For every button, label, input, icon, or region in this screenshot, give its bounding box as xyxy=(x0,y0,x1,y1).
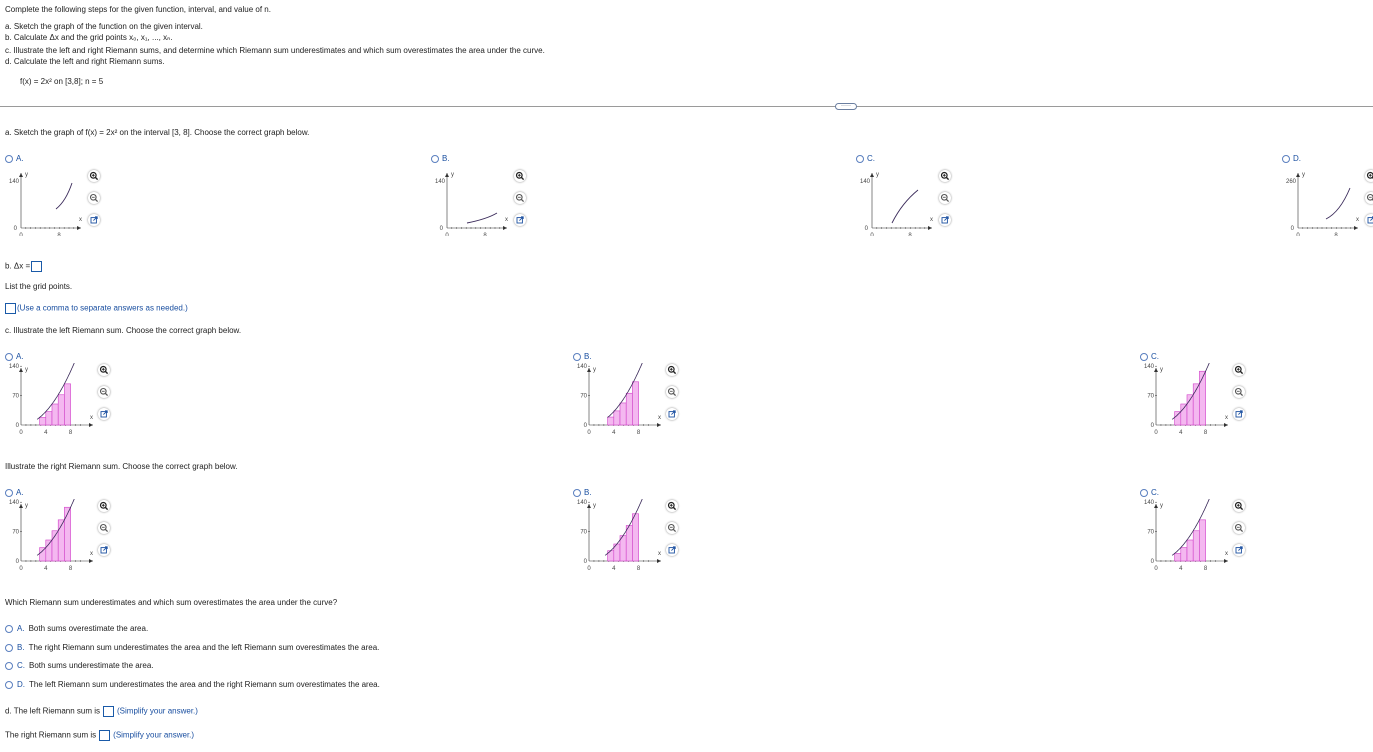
right-sum-row xyxy=(5,730,194,741)
left-riemann-b-x-axis-label: x xyxy=(658,415,661,421)
part-a-c-radio[interactable] xyxy=(856,155,864,163)
right-riemann-a-option[interactable] xyxy=(5,488,24,497)
right-sum-input[interactable] xyxy=(99,730,110,741)
left-riemann-c-x-axis-label: x xyxy=(1225,415,1228,421)
part-a-a-ymax-label: 140 xyxy=(8,179,19,185)
part-a-a-y-axis-label: y xyxy=(25,172,28,178)
right-riemann-a-ymax-label: 140 xyxy=(8,500,19,507)
part-a-a-popout-icon[interactable] xyxy=(88,214,100,226)
part-a-d-x8-label: 8 xyxy=(1334,233,1338,236)
right-riemann-a-x0-label: 0 xyxy=(19,566,23,572)
part-a-a-radio[interactable] xyxy=(5,155,13,163)
part-a-c-label: C. xyxy=(867,154,875,163)
left-riemann-a-graph xyxy=(5,363,100,443)
answer-a-radio[interactable] xyxy=(5,625,13,633)
left-riemann-b-x8-label: 8 xyxy=(636,430,641,436)
right-riemann-b-ymax-label: 140 xyxy=(576,500,587,507)
right-riemann-b-option[interactable] xyxy=(573,488,592,497)
left-riemann-c-label: C. xyxy=(1151,352,1159,361)
left-riemann-a-radio[interactable] xyxy=(5,353,13,361)
answer-b-radio[interactable] xyxy=(5,644,13,652)
right-riemann-b-x8-label: 8 xyxy=(636,566,641,572)
left-riemann-a-x-axis-label: x xyxy=(90,415,93,421)
riemann-question: Which Riemann sum underestimates and which sum overestimates the area under the curve? xyxy=(5,598,338,607)
part-a-a-origin-label: 0 xyxy=(13,226,17,232)
part-a-a-option[interactable] xyxy=(5,154,24,163)
part-a-c-origin-label: 0 xyxy=(864,226,868,232)
right-riemann-c-origin-label: 0 xyxy=(1150,559,1154,565)
left-riemann-prompt: c. Illustrate the left Riemann sum. Choose the correct graph below. xyxy=(5,326,242,335)
right-riemann-a-zoom-in-icon[interactable] xyxy=(98,500,110,512)
right-riemann-a-ymid-label: 70 xyxy=(12,529,19,536)
right-riemann-b-zoom-out-icon[interactable] xyxy=(666,522,678,534)
part-a-d-origin-label: 0 xyxy=(1290,226,1294,232)
answer-b-label: B. xyxy=(17,643,25,652)
part-a-c-zoom-in-icon[interactable] xyxy=(939,170,951,182)
left-riemann-b-option[interactable] xyxy=(573,352,592,361)
left-riemann-c-x8-label: 8 xyxy=(1203,430,1208,436)
right-riemann-c-bar xyxy=(1181,548,1187,561)
part-a-c-graph xyxy=(856,168,938,236)
right-riemann-b-bar xyxy=(626,526,632,561)
right-riemann-a-x8-label: 8 xyxy=(68,566,73,572)
part-a-c-zoom-out-icon[interactable] xyxy=(939,192,951,204)
left-riemann-a-popout-icon[interactable] xyxy=(98,408,110,420)
left-riemann-a-bar xyxy=(52,404,58,425)
right-riemann-a-graph xyxy=(5,499,100,579)
answer-d-radio[interactable] xyxy=(5,681,13,689)
right-sum-hint: (Simplify your answer.) xyxy=(113,730,195,740)
part-a-b-x0-label: 0 xyxy=(445,233,449,236)
right-riemann-a-zoom-out-icon[interactable] xyxy=(98,522,110,534)
answer-option-c[interactable] xyxy=(5,661,154,670)
part-a-prompt: a. Sketch the graph of f(x) = 2x² on the interval [3, 8]. Choose the correct graph below. xyxy=(5,128,310,137)
right-riemann-a-bar xyxy=(40,548,46,561)
part-a-b-ymax-label: 140 xyxy=(434,179,445,185)
part-a-c-ymax-label: 140 xyxy=(859,179,870,185)
section-divider xyxy=(0,106,1373,107)
left-riemann-a-x0-label: 0 xyxy=(19,430,23,436)
part-a-d-curve xyxy=(1326,188,1350,219)
answer-d-text: The left Riemann sum underestimates the area and the right Riemann sum overestimates the area. xyxy=(29,680,380,689)
right-riemann-c-zoom-in-icon[interactable] xyxy=(1233,500,1245,512)
part-a-a-zoom-in-icon[interactable] xyxy=(88,170,100,182)
left-riemann-c-bar xyxy=(1199,371,1205,425)
right-riemann-c-bar xyxy=(1193,531,1199,561)
grid-points-hint: (Use a comma to separate answers as needed.) xyxy=(17,303,188,313)
right-riemann-c-ymax-label: 140 xyxy=(1143,500,1154,507)
left-riemann-a-bar xyxy=(58,395,64,425)
answer-c-label: C. xyxy=(17,661,25,670)
left-riemann-c-x0-label: 0 xyxy=(1154,430,1158,436)
right-riemann-c-x4-label: 4 xyxy=(1179,566,1183,572)
left-riemann-a-ymid-label: 70 xyxy=(12,393,19,400)
right-riemann-a-x4-label: 4 xyxy=(44,566,48,572)
left-riemann-b-y-axis-label: y xyxy=(593,367,596,373)
left-riemann-c-y-axis-label: y xyxy=(1160,367,1163,373)
part-a-c-curve xyxy=(892,190,918,223)
left-riemann-b-ymax-label: 140 xyxy=(576,364,587,371)
left-riemann-b-popout-icon[interactable] xyxy=(666,408,678,420)
right-riemann-b-x4-label: 4 xyxy=(612,566,616,572)
part-a-b-option[interactable] xyxy=(431,154,450,163)
left-riemann-a-bar xyxy=(64,384,70,425)
left-riemann-a-x8-label: 8 xyxy=(68,430,73,436)
part-a-d-label: D. xyxy=(1293,154,1301,163)
right-riemann-c-graph xyxy=(1140,499,1235,579)
right-riemann-b-label: B. xyxy=(584,488,592,497)
part-a-c-x8-label: 8 xyxy=(908,233,912,236)
part-a-d-option[interactable] xyxy=(1282,154,1301,163)
right-riemann-prompt: Illustrate the right Riemann sum. Choose the correct graph below. xyxy=(5,462,238,471)
left-sum-hint: (Simplify your answer.) xyxy=(117,706,198,716)
instructions-step-d: d. Calculate the left and right Riemann sums. xyxy=(5,57,165,66)
part-a-b-origin-label: 0 xyxy=(439,226,443,232)
part-a-c-popout-icon[interactable] xyxy=(939,214,951,226)
right-riemann-a-bar xyxy=(64,507,70,561)
right-riemann-c-x0-label: 0 xyxy=(1154,566,1158,572)
right-riemann-b-ymid-label: 70 xyxy=(580,529,587,536)
part-a-d-x-axis-label: x xyxy=(1356,217,1359,223)
left-riemann-b-ymid-label: 70 xyxy=(580,393,587,400)
left-riemann-b-bar xyxy=(632,382,638,425)
grid-points-input[interactable] xyxy=(5,303,16,314)
more-button[interactable]: ····· xyxy=(835,103,857,110)
dx-input[interactable] xyxy=(31,261,42,272)
left-riemann-c-radio[interactable] xyxy=(1140,353,1148,361)
part-a-b-graph xyxy=(431,168,513,236)
part-a-b-x8-label: 8 xyxy=(483,233,487,236)
left-riemann-c-bar xyxy=(1175,412,1181,425)
left-sum-input[interactable] xyxy=(103,706,114,717)
right-riemann-c-bar xyxy=(1175,553,1181,561)
left-sum-row xyxy=(5,706,198,717)
left-riemann-b-bar xyxy=(626,393,632,425)
part-a-d-popout-icon[interactable] xyxy=(1365,214,1373,226)
left-riemann-a-bar xyxy=(40,417,46,425)
right-riemann-a-x-axis-label: x xyxy=(90,551,93,557)
answer-c-radio[interactable] xyxy=(5,662,13,670)
right-riemann-b-x-axis-label: x xyxy=(658,551,661,557)
left-riemann-c-x4-label: 4 xyxy=(1179,430,1183,436)
part-a-a-x8-label: 8 xyxy=(57,233,61,236)
instructions-step-a: a. Sketch the graph of the function on the given interval. xyxy=(5,22,203,31)
left-riemann-a-origin-label: 0 xyxy=(15,423,19,429)
right-riemann-b-x0-label: 0 xyxy=(587,566,591,572)
right-riemann-a-radio[interactable] xyxy=(5,489,13,497)
answer-b-text: The right Riemann sum underestimates the area and the left Riemann sum overestimates the area. xyxy=(28,643,380,652)
left-riemann-b-radio[interactable] xyxy=(573,353,581,361)
left-riemann-a-label: A. xyxy=(16,352,24,361)
right-riemann-c-y-axis-label: y xyxy=(1160,503,1163,509)
left-riemann-a-zoom-out-icon[interactable] xyxy=(98,386,110,398)
right-riemann-b-popout-icon[interactable] xyxy=(666,544,678,556)
right-riemann-c-bar xyxy=(1187,540,1193,561)
right-riemann-c-zoom-out-icon[interactable] xyxy=(1233,522,1245,534)
right-riemann-c-ymid-label: 70 xyxy=(1147,529,1154,536)
answer-option-b[interactable] xyxy=(5,643,379,652)
part-a-a-x-axis-label: x xyxy=(79,217,82,223)
answer-option-d[interactable] xyxy=(5,680,380,689)
left-riemann-b-x0-label: 0 xyxy=(587,430,591,436)
left-riemann-c-ymid-label: 70 xyxy=(1147,393,1154,400)
right-riemann-a-origin-label: 0 xyxy=(15,559,19,565)
part-a-a-zoom-out-icon[interactable] xyxy=(88,192,100,204)
instructions-step-c: c. Illustrate the left and right Riemann sums, and determine which Riemann sum underestimates and which sum overestimates the area under the curve. xyxy=(5,46,545,55)
right-riemann-c-x-axis-label: x xyxy=(1225,551,1228,557)
part-a-c-option[interactable] xyxy=(856,154,875,163)
left-riemann-b-zoom-out-icon[interactable] xyxy=(666,386,678,398)
left-riemann-b-bar xyxy=(608,417,614,425)
answer-a-label: A. xyxy=(17,624,25,633)
left-riemann-b-graph xyxy=(573,363,668,443)
right-riemann-c-bar xyxy=(1199,520,1205,561)
right-riemann-c-x8-label: 8 xyxy=(1203,566,1208,572)
part-a-b-radio[interactable] xyxy=(431,155,439,163)
left-riemann-b-origin-label: 0 xyxy=(583,423,587,429)
answer-d-label: D. xyxy=(17,680,25,689)
answer-c-text: Both sums underestimate the area. xyxy=(29,661,154,670)
right-riemann-a-label: A. xyxy=(16,488,24,497)
right-riemann-b-graph xyxy=(573,499,668,579)
left-sum-label: d. The left Riemann sum is xyxy=(5,706,101,716)
left-riemann-b-label: B. xyxy=(584,352,592,361)
left-riemann-c-ymax-label: 140 xyxy=(1143,364,1154,371)
right-riemann-b-bar xyxy=(632,514,638,561)
right-riemann-c-option[interactable] xyxy=(1140,488,1159,497)
left-riemann-a-bar xyxy=(46,412,52,425)
right-riemann-a-y-axis-label: y xyxy=(25,503,28,509)
left-riemann-c-zoom-in-icon[interactable] xyxy=(1233,364,1245,376)
part-a-a-label: A. xyxy=(16,154,24,163)
grid-points-label: List the grid points. xyxy=(5,282,73,291)
part-a-c-x-axis-label: x xyxy=(930,217,933,223)
part-a-b-y-axis-label: y xyxy=(451,172,454,178)
left-riemann-b-bar xyxy=(620,403,626,425)
right-riemann-b-origin-label: 0 xyxy=(583,559,587,565)
right-riemann-b-zoom-in-icon[interactable] xyxy=(666,500,678,512)
left-riemann-a-ymax-label: 140 xyxy=(8,364,19,371)
instructions-intro: Complete the following steps for the given function, interval, and value of n. xyxy=(5,5,271,14)
left-riemann-a-y-axis-label: y xyxy=(25,367,28,373)
right-riemann-a-bar xyxy=(46,540,52,561)
right-riemann-c-label: C. xyxy=(1151,488,1159,497)
right-riemann-a-popout-icon[interactable] xyxy=(98,544,110,556)
part-a-d-y-axis-label: y xyxy=(1302,172,1305,178)
answer-a-text: Both sums overestimate the area. xyxy=(28,624,149,633)
part-a-d-x0-label: 0 xyxy=(1296,233,1300,236)
dx-label: b. Δx = xyxy=(5,261,31,271)
right-riemann-c-popout-icon[interactable] xyxy=(1233,544,1245,556)
left-riemann-b-bar xyxy=(614,411,620,425)
right-riemann-b-radio[interactable] xyxy=(573,489,581,497)
part-a-d-zoom-in-icon[interactable] xyxy=(1365,170,1373,182)
right-riemann-b-y-axis-label: y xyxy=(593,503,596,509)
function-statement: f(x) = 2x² on [3,8]; n = 5 xyxy=(20,77,104,86)
part-a-b-label: B. xyxy=(442,154,450,163)
left-riemann-a-zoom-in-icon[interactable] xyxy=(98,364,110,376)
left-riemann-c-graph xyxy=(1140,363,1235,443)
left-riemann-b-x4-label: 4 xyxy=(612,430,616,436)
grid-points-row xyxy=(5,303,188,314)
left-riemann-c-zoom-out-icon[interactable] xyxy=(1233,386,1245,398)
part-a-a-graph xyxy=(5,168,87,236)
part-a-b-zoom-in-icon[interactable] xyxy=(514,170,526,182)
left-riemann-c-option[interactable] xyxy=(1140,352,1159,361)
part-a-a-x0-label: 0 xyxy=(19,233,23,236)
left-riemann-a-x4-label: 4 xyxy=(44,430,48,436)
right-riemann-c-radio[interactable] xyxy=(1140,489,1148,497)
left-riemann-b-zoom-in-icon[interactable] xyxy=(666,364,678,376)
part-a-d-radio[interactable] xyxy=(1282,155,1290,163)
right-sum-label: The right Riemann sum is xyxy=(5,730,97,740)
part-a-d-ymax-label: 260 xyxy=(1285,179,1296,185)
left-riemann-c-popout-icon[interactable] xyxy=(1233,408,1245,420)
part-a-d-graph xyxy=(1282,168,1364,236)
answer-option-a[interactable] xyxy=(5,624,148,633)
left-riemann-c-origin-label: 0 xyxy=(1150,423,1154,429)
left-riemann-c-bar xyxy=(1181,404,1187,425)
part-a-b-zoom-out-icon[interactable] xyxy=(514,192,526,204)
part-a-c-y-axis-label: y xyxy=(876,172,879,178)
part-a-b-curve xyxy=(467,213,497,223)
part-a-a-curve xyxy=(56,183,72,209)
part-a-c-x0-label: 0 xyxy=(870,233,874,236)
part-a-d-zoom-out-icon[interactable] xyxy=(1365,192,1373,204)
part-a-b-popout-icon[interactable] xyxy=(514,214,526,226)
part-a-b-x-axis-label: x xyxy=(505,217,508,223)
dx-row xyxy=(5,261,43,272)
left-riemann-a-option[interactable] xyxy=(5,352,24,361)
instructions-step-b: b. Calculate Δx and the grid points x₀, x₁, ..., xₙ. xyxy=(5,33,173,42)
